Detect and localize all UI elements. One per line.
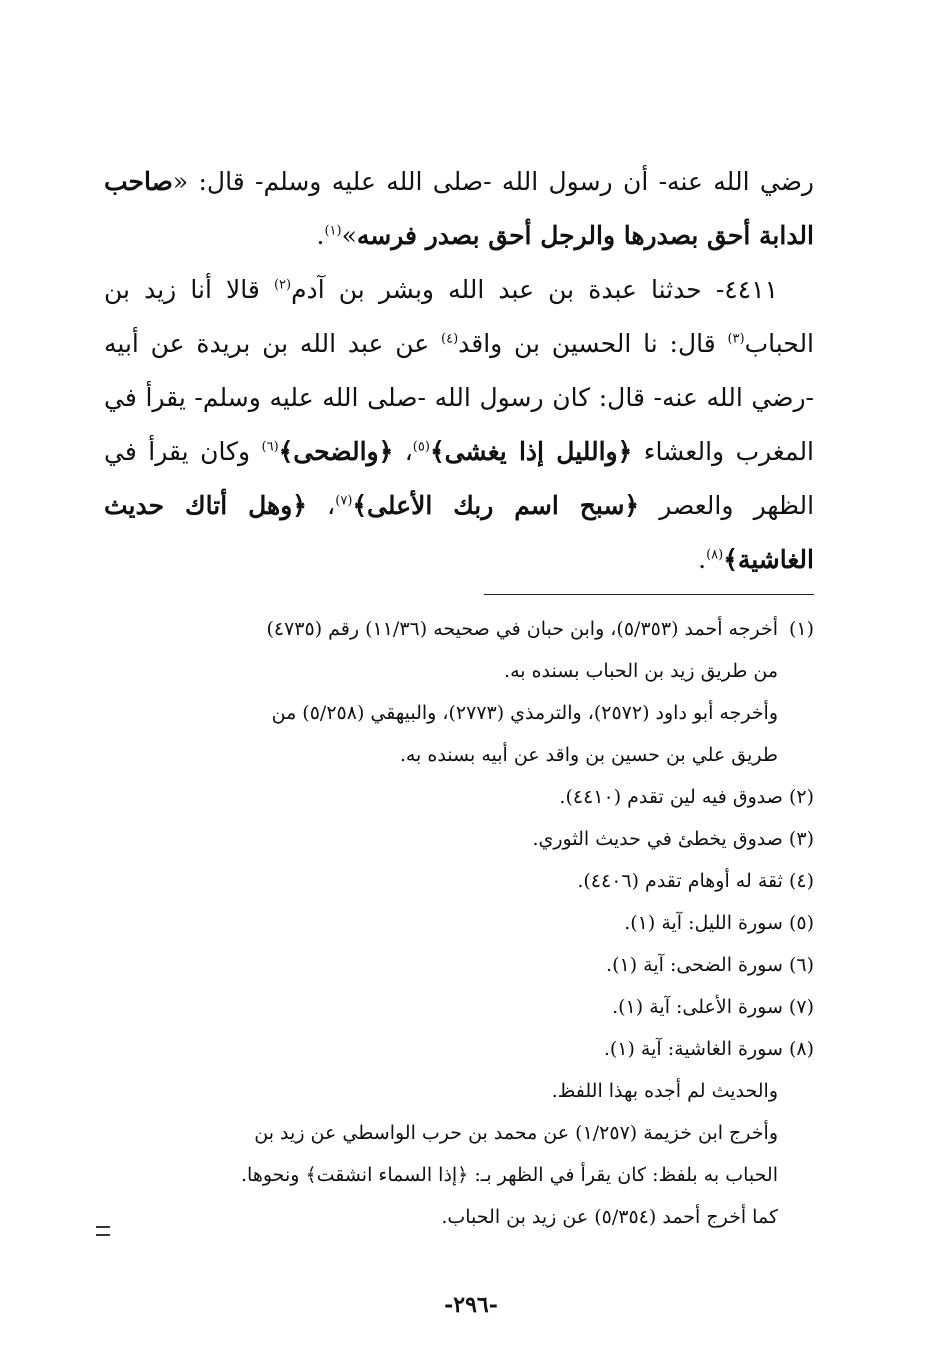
quran-verse: ﴿وهل أتاك حديث الغاشية﴾ xyxy=(104,491,814,574)
footnote-1 xyxy=(94,608,814,776)
text-run: رضي الله عنه- أن رسول الله -صلى الله عليه وسلم- قال: « xyxy=(172,167,814,196)
footnotes xyxy=(94,608,814,1238)
footnote-line: وأخرجه أبو داود (٢٥٧٢)، والترمذي (٢٧٧٣)، والبيهقي (٥/٢٥٨) من xyxy=(271,702,778,724)
text-run: . xyxy=(316,221,325,250)
text-run: قالا أنا زيد بن الحباب xyxy=(104,275,815,358)
footnote-ref: (٣) xyxy=(727,331,745,347)
text-run: . xyxy=(698,545,707,574)
text-run: وكان يقرأ في الظهر والعصر xyxy=(104,437,815,520)
footnote-ref: (١) xyxy=(324,223,342,239)
text-run: ٤٤١١- حدثنا عبدة بن عبد الله وبشر بن آدم xyxy=(291,275,778,304)
footnote-number: (١) xyxy=(788,618,814,640)
footnote-4: (٤) ثقة له أوهام تقدم (٤٤٠٦). xyxy=(577,870,814,892)
footnote-line: والحديث لم أجده بهذا اللفظ. xyxy=(551,1080,778,1102)
text-run: عن عبد الله بن بريدة عن أبيه -رضي الله عنه- قال: كان رسول الله -صلى الله عليه وسلم- يقرأ في المغرب والعشاء xyxy=(104,329,815,466)
text-run: » xyxy=(341,221,357,250)
footnote-3: (٣) صدوق يخطئ في حديث الثوري. xyxy=(532,828,814,850)
footnote-6: (٦) سورة الضحى: آية (١). xyxy=(606,954,814,976)
end-mark xyxy=(96,1226,110,1236)
hadith-continuation xyxy=(104,155,814,263)
quran-verse: ﴿سبح اسم ربك الأعلى﴾ xyxy=(352,491,640,520)
footnote-separator xyxy=(484,594,814,595)
footnote-ref: (٥) xyxy=(412,439,430,455)
text-run: ، xyxy=(306,491,336,520)
hadith-4411 xyxy=(104,263,814,587)
footnote-line: الحباب به بلفظ: كان يقرأ في الظهر بـ: ﴿إذا السماء انشقت﴾ ونحوها. xyxy=(241,1164,778,1186)
text-run: ، xyxy=(393,437,413,466)
text-run: قال: نا الحسين بن واقد xyxy=(458,329,728,358)
quran-verse: ﴿والضحى﴾ xyxy=(278,437,394,466)
page-number: -٢٩٦- xyxy=(444,1292,498,1318)
footnote-8: (٨) سورة الغاشية: آية (١). xyxy=(603,1038,814,1060)
footnote-ref: (٨) xyxy=(706,547,724,563)
footnote-7: (٧) سورة الأعلى: آية (١). xyxy=(612,996,814,1018)
footnote-line: أخرجه أحمد (٥/٣٥٣)، وابن حبان في صحيحه (١١/٣٦) رقم (٤٧٣٥) xyxy=(266,618,778,640)
footnote-ref: (٧) xyxy=(335,493,353,509)
footnote-2: (٢) صدوق فيه لين تقدم (٤٤١٠). xyxy=(559,786,814,808)
footnote-ref: (٦) xyxy=(261,439,279,455)
quran-verse: ﴿والليل إذا يغشى﴾ xyxy=(429,437,633,466)
main-text xyxy=(104,155,814,587)
footnote-line: كما أخرج أحمد (٥/٣٥٤) عن زيد بن الحباب. xyxy=(441,1206,778,1228)
footnote-ref: (٢) xyxy=(273,277,292,293)
footnote-line: وأخرج ابن خزيمة (١/٢٥٧) عن محمد بن حرب الواسطي عن زيد بن xyxy=(254,1122,778,1144)
footnote-5: (٥) سورة الليل: آية (١). xyxy=(624,912,814,934)
hadith-matn-bold: صاحب الدابة أحق بصدرها والرجل أحق بصدر فرسه xyxy=(104,167,814,250)
footnote-ref: (٤) xyxy=(441,331,459,347)
footnote-line: طريق علي بن حسين بن واقد عن أبيه بسنده به. xyxy=(399,744,778,766)
footnote-line: من طريق زيد بن الحباب بسنده به. xyxy=(504,660,778,682)
